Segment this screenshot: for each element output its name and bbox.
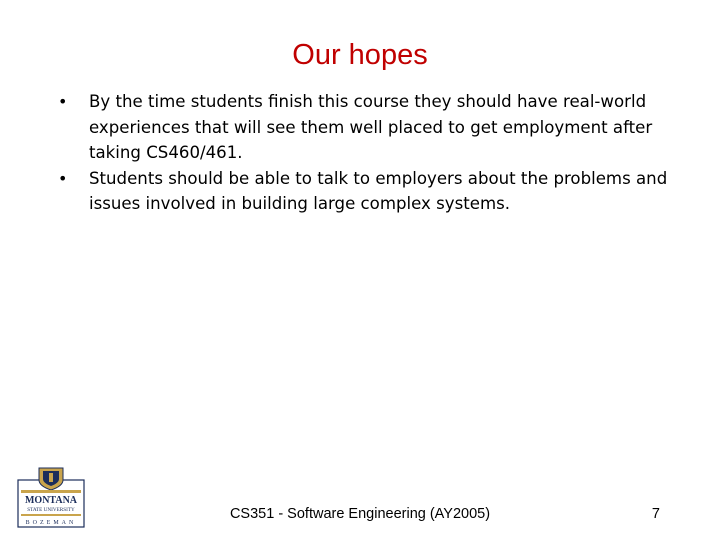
bullet-item (54, 89, 674, 166)
slide-title: Our hopes (292, 39, 428, 71)
bullet-text: By the time students finish this course they should have real-world experiences that will see them well placed to get employment after taking CS460/461. (89, 92, 653, 162)
logo-line-montana: MONTANA (24, 495, 78, 506)
bullet-item (54, 166, 674, 217)
logo-line-bozeman: BOZEMAN (25, 520, 77, 526)
page-number: 7 (651, 506, 660, 522)
slide-footer: CS351 - Software Engineering (AY2005) (229, 506, 491, 522)
logo-line-state-university: STATE UNIVERSITY (27, 507, 75, 513)
bullet-text: Students should be able to talk to employers about the problems and issues involved in building large complex systems. (89, 168, 668, 213)
montana-state-university-logo-icon (17, 466, 85, 528)
bullet-marker: • (58, 92, 68, 111)
bullet-list (54, 89, 674, 217)
bullet-marker: • (58, 168, 68, 188)
